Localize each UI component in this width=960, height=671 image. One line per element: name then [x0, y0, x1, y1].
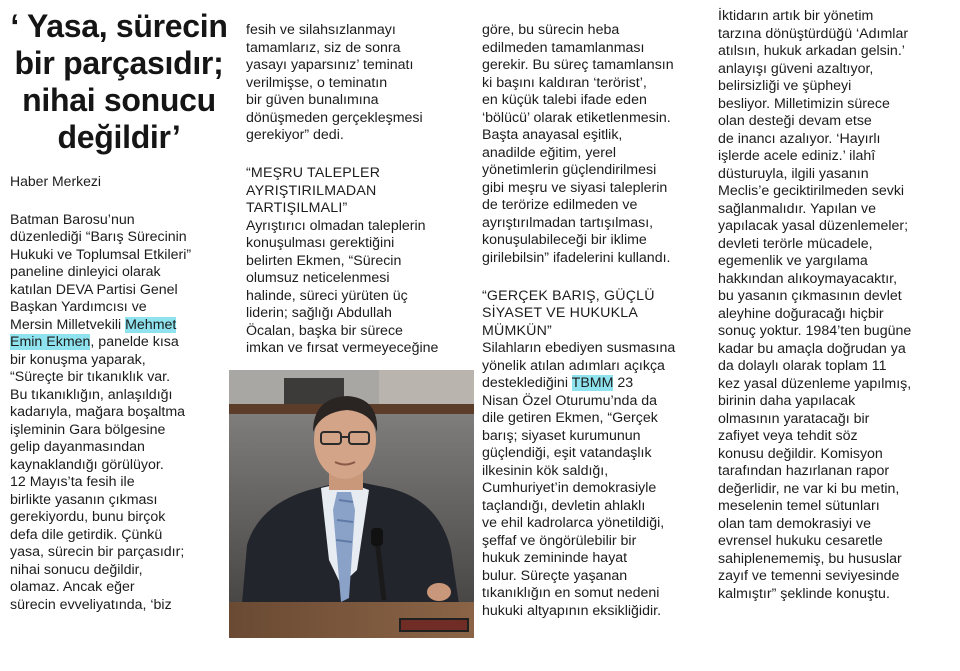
- text-line: gerekiyor” dedi.: [246, 127, 344, 143]
- text-line: besliyor. Milletimizin sürece: [718, 95, 890, 112]
- text-line: paneline dinleyici olarak: [10, 264, 161, 280]
- text-line: taçlandığı, devletin ahlaklı: [482, 497, 646, 514]
- text-line: olan desteği devam etse: [718, 113, 872, 129]
- paragraph: [246, 218, 464, 358]
- text-line: belirsizliği ve şüpheyi: [718, 78, 852, 94]
- text-line: Emin Ekmen, panelde kısa: [10, 334, 179, 350]
- text-line: yönelik atılan adımları açıkça: [482, 357, 665, 374]
- text-line: Hukuki ve Toplumsal Etkileri”: [10, 246, 192, 263]
- name-highlight: Mehmet: [125, 316, 177, 333]
- text-line: tıkanıklığın en somut nedeni: [482, 585, 660, 601]
- paragraph: [246, 22, 464, 145]
- text-line: Başta anayasal eşitlik,: [482, 127, 623, 143]
- paragraph: [718, 8, 940, 603]
- column-2: [246, 8, 464, 358]
- text-line: gibi meşru ve siyasi taleplerin: [482, 179, 668, 196]
- subheading: [482, 288, 700, 341]
- text-line: bir konuşma yaparak,: [10, 351, 146, 368]
- text-line: düsturuyla, ilgili yasanın: [718, 165, 869, 182]
- text-line: hukuki altyapının eksikliğidir.: [482, 602, 662, 619]
- text-line: Nisan Özel Oturumu’nda da: [482, 392, 658, 409]
- text-line: devleti terörle mücadele,: [718, 235, 873, 252]
- text-line: kadar bu amaçla doğrudan ya: [718, 340, 906, 357]
- text-line: İktidarın artık bir yönetim: [718, 8, 874, 24]
- text-line: olmasının yaratacağı bir: [718, 410, 870, 427]
- subheading-line: TARTIŞILMALI”: [246, 200, 348, 216]
- text-line: sağlanmalıdır. Yapılan ve: [718, 200, 877, 217]
- text-line: hakkından alıkoymayacaktır,: [718, 270, 898, 287]
- paragraph: [482, 340, 700, 620]
- text-line: anadilde eğitim, yerel: [482, 144, 617, 161]
- text-line: göre, bu sürecin heba: [482, 22, 620, 38]
- text-line: yasa, sürecin bir parçasıdır;: [10, 544, 185, 560]
- text-line: birinin daha yapılacak: [718, 393, 856, 409]
- text-line: güçlendiği, eşit vatandaşlık: [482, 445, 652, 461]
- text-line: birlikte yasanın çıkması: [10, 491, 158, 508]
- text-line: “Süreçte bir tıkanıklık var.: [10, 369, 171, 385]
- text-line: düzenlediği “Barış Sürecinin: [10, 229, 187, 245]
- text-line: anlayışı güveni azaltıyor,: [718, 60, 874, 77]
- headline-line: ‘ Yasa, sürecin: [10, 8, 228, 44]
- text-line: kez yasal düzenleme yapılmış,: [718, 375, 912, 392]
- text-line: konuşulması gerektiğini: [246, 235, 395, 251]
- text-line: Mersin Milletvekili Mehmet: [10, 316, 177, 333]
- text-line: Ayrıştırıcı olmadan taleplerin: [246, 217, 426, 234]
- text-line: da dolaylı olarak toplam 11: [718, 358, 887, 374]
- name-highlight: Emin Ekmen: [10, 334, 91, 350]
- text-line: kalmıştır” şeklinde konuştu.: [718, 585, 890, 602]
- paragraph-intro: [10, 212, 228, 615]
- text-line: ayrıştırılmadan tartışılması,: [482, 214, 654, 231]
- text-line: de terörize edilmeden ve: [482, 197, 638, 213]
- text-line: imkan ve fırsat vermeyeceğine: [246, 340, 439, 356]
- subheading-line: “MEŞRU TALEPLER: [246, 165, 381, 181]
- text-line: katılan DEVA Partisi Genel: [10, 281, 178, 298]
- text-line: konusu değildir. Komisyon: [718, 445, 883, 462]
- text-line: Bu tıkanıklığın, anlaşıldığı: [10, 386, 173, 403]
- text-line: işleminin Gara bölgesine: [10, 421, 166, 438]
- text-line: sonuç yoktur. 1984’ten bugüne: [718, 323, 912, 339]
- text-line: meselenin temel sütunları: [718, 498, 880, 514]
- text-line: ‘bölücü’ olarak etiketlenmesin.: [482, 109, 671, 126]
- text-line: Öcalan, başka bir sürece: [246, 322, 403, 339]
- text-line: bir güven bunalımına: [246, 92, 379, 108]
- text-line: egemenlik ve yargılama: [718, 253, 868, 269]
- subheading-line: AYRIŞTIRILMADAN: [246, 182, 377, 199]
- text-line: ki başını kaldıran ‘terörist’,: [482, 74, 647, 91]
- text-line: işlerde acele ediniz.’ ilahî: [718, 148, 876, 164]
- subheading-line: SİYASET VE HUKUKLA: [482, 305, 639, 321]
- text-line: Meclis’e geciktirilmeden sevki: [718, 183, 905, 199]
- text-line: girilebilsin” ifadelerini kullandı.: [482, 249, 671, 266]
- text-line: liderin; sağlığı Abdullah: [246, 305, 392, 321]
- text-line: Başkan Yardımcısı ve: [10, 299, 147, 315]
- headline-line: bir parçasıdır;: [14, 45, 224, 81]
- headline-line: nihai sonucu: [22, 82, 216, 118]
- text-line: hukuk zemininde hayat: [482, 550, 628, 566]
- text-line: Silahların ebediyen susmasına: [482, 340, 676, 356]
- column-1: [10, 8, 228, 614]
- text-line: fesih ve silahsızlanmayı: [246, 22, 396, 38]
- text-line: dönüşmeden gerçekleşmesi: [246, 109, 423, 126]
- text-line: sürecin evveliyatında, ‘biz: [10, 596, 172, 613]
- text-line: en küçük talebi ifade eden: [482, 92, 647, 108]
- text-line: zayıf ve temenni seviyesinde: [718, 568, 900, 584]
- text-line: Cumhuriyet’in demokrasiyle: [482, 480, 657, 496]
- speaker-photo-image: [229, 370, 474, 638]
- text-line: de inancı azalıyor. ‘Hayırlı: [718, 130, 881, 147]
- text-line: sahiplenememiş, bu hususlar: [718, 550, 902, 567]
- text-line: aleyhine doğuracağı hiçbir: [718, 305, 884, 322]
- text-line: tarafından hazırlanan rapor: [718, 463, 890, 479]
- text-line: dile getiren Ekmen, “Gerçek: [482, 410, 658, 426]
- headline-line: değildir’: [57, 119, 181, 155]
- text-line: edilmeden tamamlanması: [482, 39, 645, 56]
- byline: Haber Merkezi: [10, 173, 102, 189]
- text-line: kadarıyla, mağara boşaltma: [10, 404, 186, 420]
- subheading-line: MÜMKÜN”: [482, 322, 552, 339]
- text-line: evrensel hukuku cesaretle: [718, 533, 883, 549]
- text-line: zafiyet veya tehdit söz: [718, 428, 858, 444]
- text-line: yönetimlerin güçlendirilmesi: [482, 162, 657, 178]
- text-line: barış; siyaset kurumunun: [482, 427, 641, 444]
- text-line: yasayı yaparsınız’ teminatı: [246, 57, 414, 73]
- text-line: tarzına dönüştürdüğü ‘Adımlar: [718, 25, 909, 42]
- text-line: bulur. Süreçte yaşanan: [482, 567, 628, 584]
- subheading: [246, 165, 464, 218]
- text-line: gelip dayanmasından: [10, 439, 145, 455]
- paragraph: [482, 22, 700, 267]
- text-line: belirten Ekmen, “Sürecin: [246, 252, 402, 269]
- text-line: konuşulabileceği bir iklime: [482, 232, 647, 248]
- text-line: değerlidir, ne var ki bu metin,: [718, 480, 900, 497]
- text-line: yapılacak yasal düzenlemeler;: [718, 218, 909, 234]
- text-line: Batman Barosu’nun: [10, 211, 135, 228]
- text-line: defa dile getirdik. Çünkü: [10, 526, 163, 543]
- column-4: [718, 8, 940, 603]
- text-line: olan tam demokrasiyi ve: [718, 515, 871, 532]
- tbmm-highlight: TBMM: [571, 375, 614, 391]
- text-line: ilkesinin kök saldığı,: [482, 462, 609, 479]
- text-line: nihai sonucu değildir,: [10, 561, 143, 578]
- headline: [10, 8, 228, 156]
- text-line: olumsuz neticelenmesi: [246, 270, 390, 286]
- text-line: olamaz. Ancak eğer: [10, 579, 135, 595]
- text-line: desteklediğini TBMM 23: [482, 375, 634, 391]
- text-line: ve ehil kadrolarca yönetildiği,: [482, 515, 665, 531]
- speaker-photo: [229, 370, 474, 638]
- text-line: gerekir. Bu süreç tamamlansın: [482, 57, 674, 73]
- text-line: gerekiyordu, bunu birçok: [10, 509, 166, 525]
- text-line: 12 Mayıs’ta fesih ile: [10, 474, 135, 490]
- text-line: şeffaf ve öngörülebilir bir: [482, 532, 637, 549]
- text-line: bu yasanın çıkmasının devlet: [718, 288, 902, 304]
- text-line: halinde, süreci yürüten üç: [246, 287, 408, 304]
- column-3: [482, 8, 700, 620]
- text-line: tamamlarız, siz de sonra: [246, 39, 401, 56]
- text-line: verilmişse, o teminatın: [246, 74, 388, 91]
- subheading-line: “GERÇEK BARIŞ, GÜÇLÜ: [482, 287, 655, 304]
- text-line: atılsın, hukuk arkadan gelsin.’: [718, 43, 905, 59]
- text-line: kaynaklandığı görülüyor.: [10, 456, 164, 473]
